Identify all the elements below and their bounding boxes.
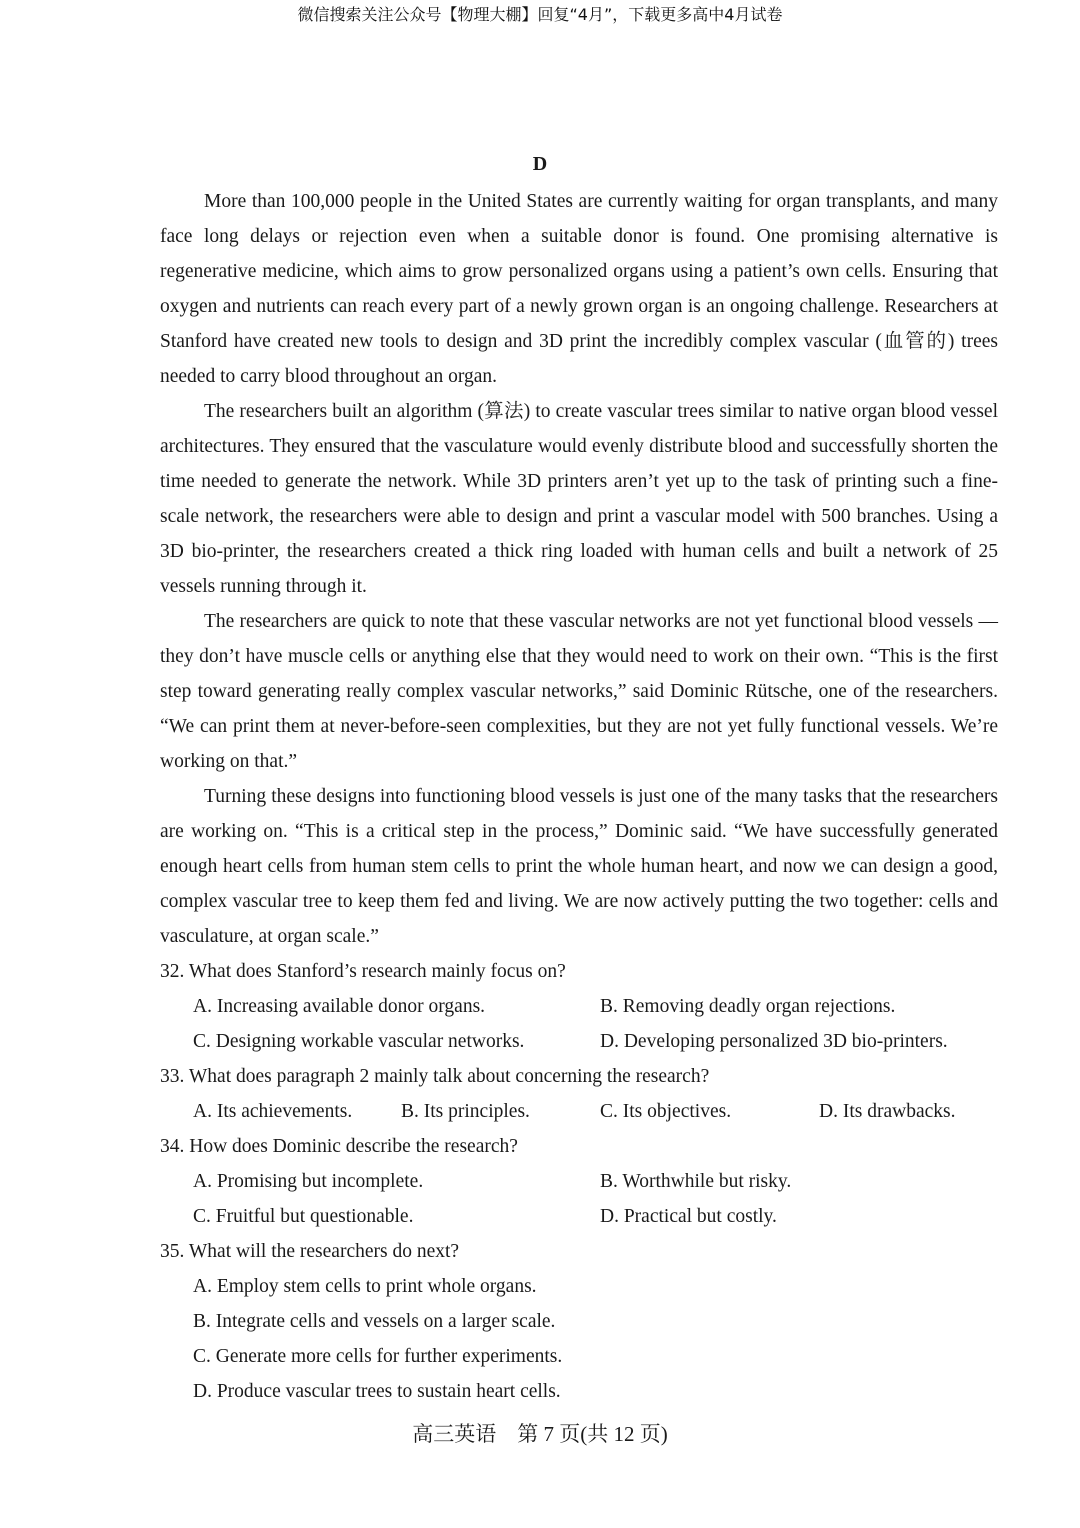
reading-passage <box>160 184 998 954</box>
question-34-option-a[interactable]: A. Promising but incomplete. <box>193 1171 424 1192</box>
header-banner: 微信搜索关注公众号【物理大棚】回复“4月”，下载更多高中4月试卷 <box>297 5 783 24</box>
page-footer: 高三英语 第 7 页(共 12 页) <box>412 1422 668 1446</box>
question-32-option-c[interactable]: C. Designing workable vascular networks. <box>193 1031 525 1052</box>
question-35-option-c[interactable]: C. Generate more cells for further experiments. <box>193 1346 563 1367</box>
question-33-stem: 33. What does paragraph 2 mainly talk about concerning the research? <box>160 1066 710 1087</box>
question-32-option-a[interactable]: A. Increasing available donor organs. <box>193 996 486 1017</box>
question-32-options-row-1 <box>160 989 998 1024</box>
question-33-option-d[interactable]: D. Its drawbacks. <box>819 1101 956 1122</box>
question-34-option-c[interactable]: C. Fruitful but questionable. <box>193 1206 414 1227</box>
question-35-option-b[interactable]: B. Integrate cells and vessels on a larger scale. <box>193 1311 556 1332</box>
question-35-option-row-c <box>160 1339 998 1374</box>
passage-paragraph-3: The researchers are quick to note that these vascular networks are not yet functional blood vessels — they don’t have muscle cells or anything else that they would need to work on their own. “This is the first step toward generating really complex vascular networks,” said Dominic Rütsche, one of the researchers. “We can print them at never-before-seen complexities, but they are not yet fully functional vessels. We’re working on that.” <box>160 611 998 772</box>
question-35-stem: 35. What will the researchers do next? <box>160 1241 460 1262</box>
passage-paragraph-4: Turning these designs into functioning blood vessels is just one of the many tasks that the researchers are working on. “This is a critical step in the process,” Dominic said. “We have successfully generated enough heart cells from human stem cells to print the whole human heart, and now we can design a good, complex vascular tree to keep them fed and living. We are now actively putting the two together: cells and vasculature, at organ scale.” <box>160 786 998 947</box>
question-33-options-row <box>160 1094 998 1129</box>
question-35-option-row-b <box>160 1304 998 1339</box>
question-32-option-b[interactable]: B. Removing deadly organ rejections. <box>600 996 896 1017</box>
question-34-option-b[interactable]: B. Worthwhile but risky. <box>600 1171 792 1192</box>
passage-paragraph-2: The researchers built an algorithm (算法) to create vascular trees similar to native organ blood vessel architectures. They ensured that the vasculature would evenly distribute blood and successfully shorten the time needed to generate the network. While 3D printers aren’t yet up to the task of printing such a fine-scale network, the researchers were able to design and print a vascular model with 500 branches. Using a 3D bio-printer, the researchers created a thick ring loaded with human cells and built a network of 25 vessels running through it. <box>160 401 998 597</box>
question-35-option-a[interactable]: A. Employ stem cells to print whole organs. <box>193 1276 537 1297</box>
section-title: D <box>532 153 548 175</box>
question-33-option-b[interactable]: B. Its principles. <box>401 1101 530 1122</box>
question-list <box>160 954 998 1409</box>
question-34-option-d[interactable]: D. Practical but costly. <box>600 1206 777 1227</box>
question-33-option-c[interactable]: C. Its objectives. <box>600 1101 732 1122</box>
question-33-option-a[interactable]: A. Its achievements. <box>193 1101 353 1122</box>
question-35-option-d[interactable]: D. Produce vascular trees to sustain heart cells. <box>193 1381 561 1402</box>
passage-paragraph-1: More than 100,000 people in the United States are currently waiting for organ transplants, and many face long delays or rejection even when a suitable donor is found. One promising alternative is regenerative medicine, which aims to grow personalized organs using a patient’s own cells. Ensuring that oxygen and nutrients can reach every part of a newly grown organ is an ongoing challenge. Researchers at Stanford have created new tools to design and 3D print the incredibly complex vascular (血管的) trees needed to carry blood throughout an organ. <box>160 191 998 387</box>
question-34-stem: 34. How does Dominic describe the research? <box>160 1136 518 1157</box>
question-34-options-row-2 <box>160 1199 998 1234</box>
question-32-stem: 32. What does Stanford’s research mainly focus on? <box>160 961 566 982</box>
question-35-option-row-d <box>160 1374 998 1409</box>
question-35-option-row-a <box>160 1269 998 1304</box>
question-32-options-row-2 <box>160 1024 998 1059</box>
question-32-option-d[interactable]: D. Developing personalized 3D bio-printers. <box>600 1031 948 1052</box>
question-34-options-row-1 <box>160 1164 998 1199</box>
